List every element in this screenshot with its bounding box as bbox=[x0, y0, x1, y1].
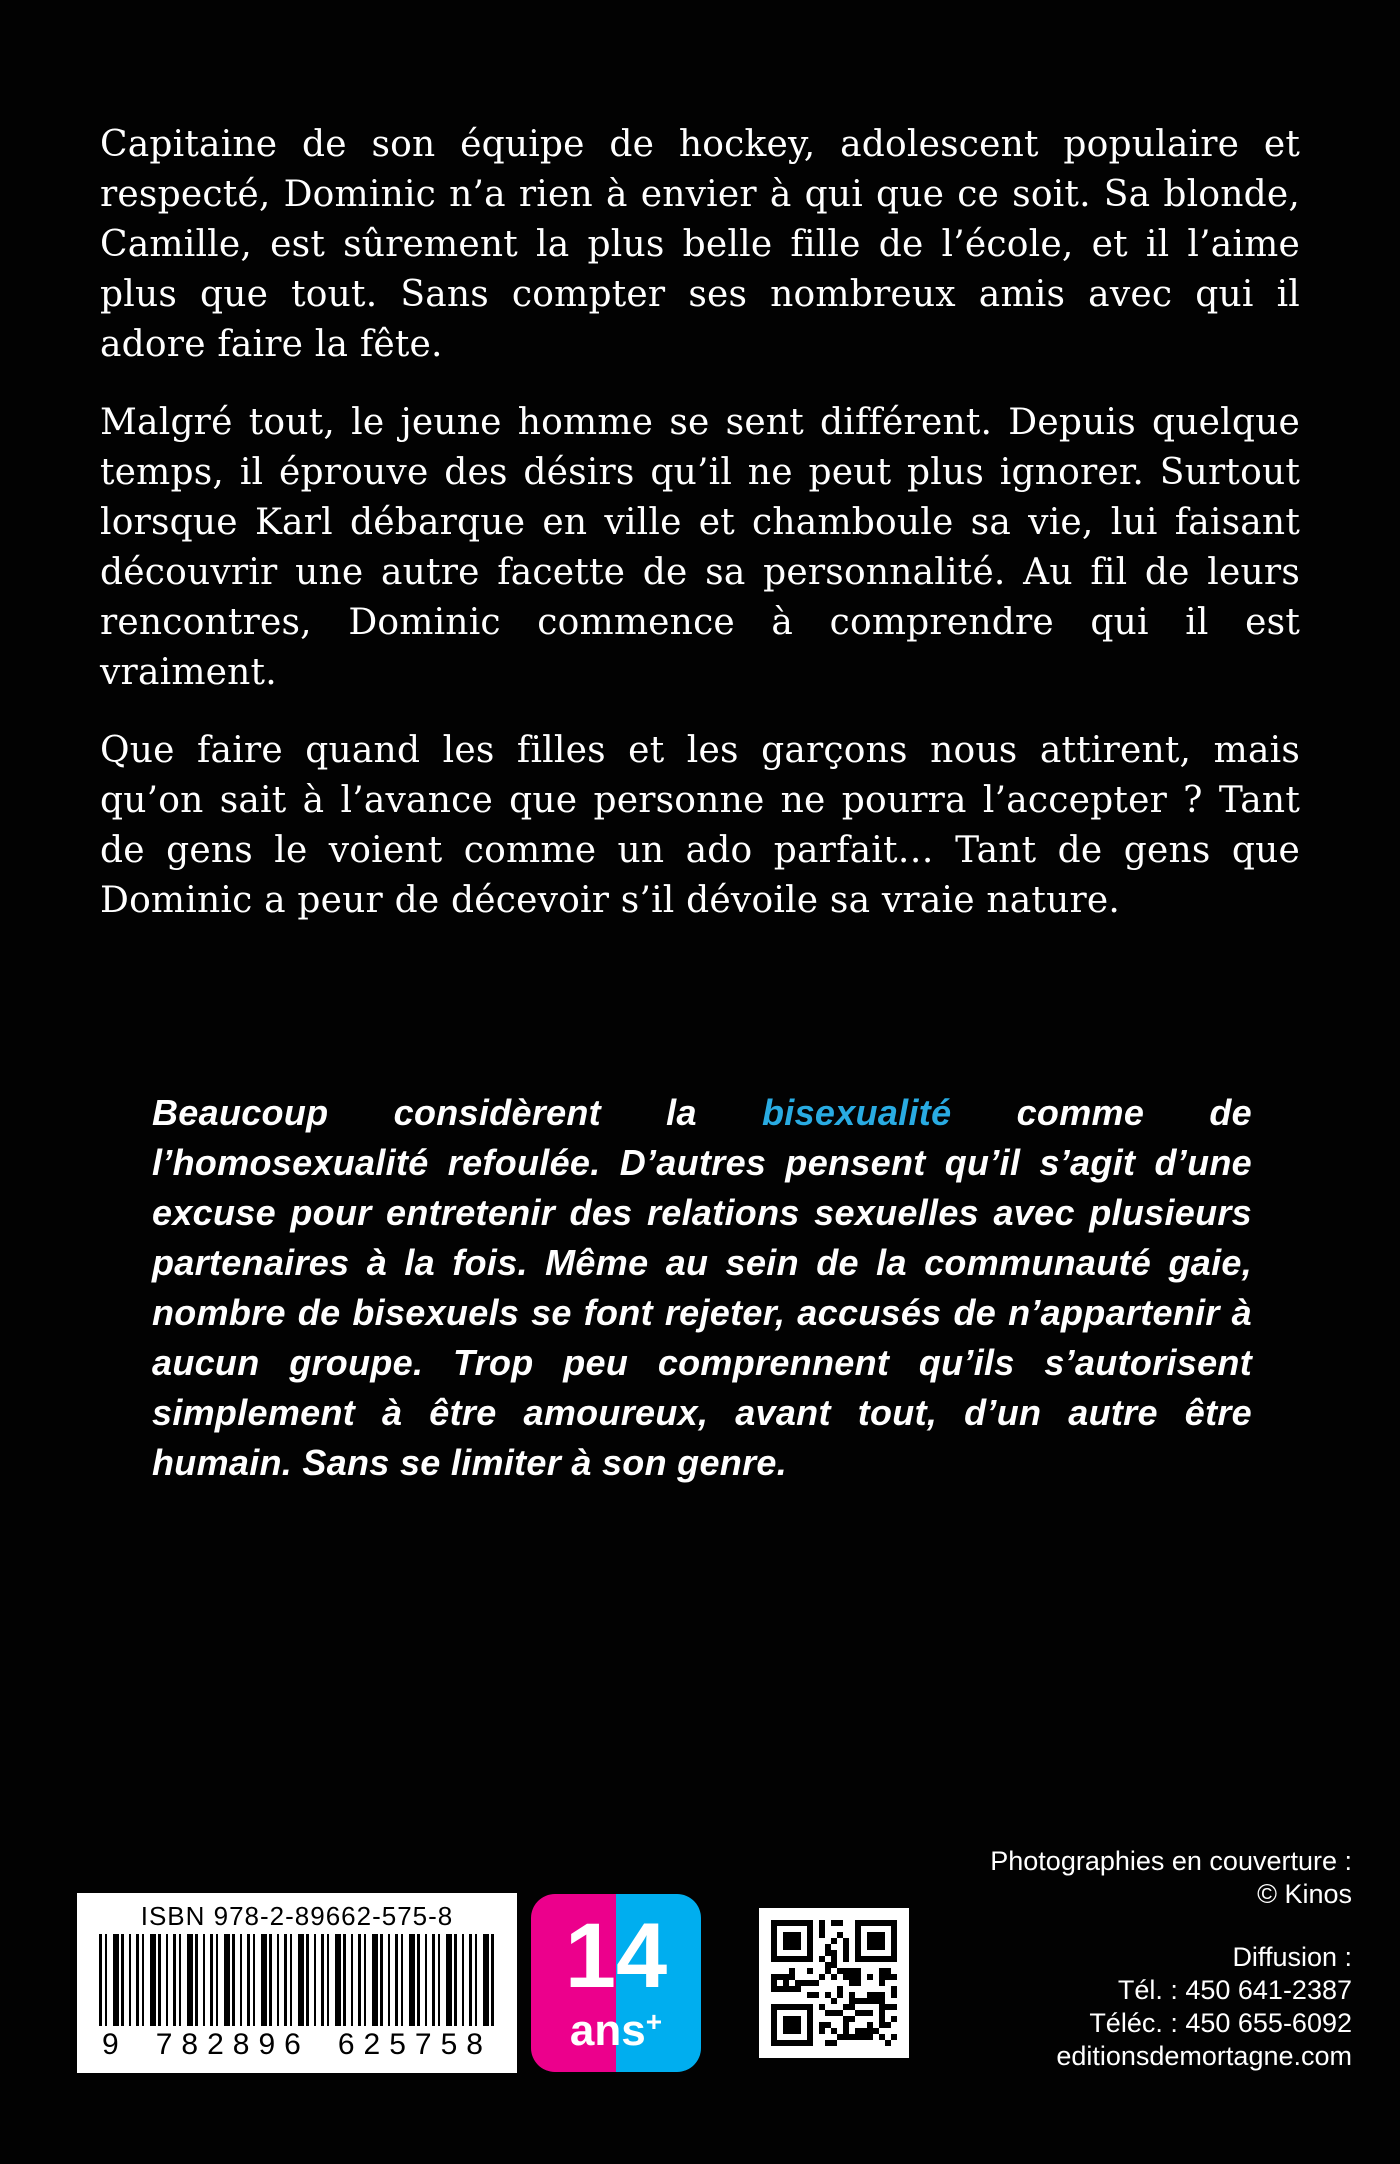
age-rating-unit: ans+ bbox=[569, 2005, 663, 2055]
isbn-label: ISBN 978-2-89662-575-8 bbox=[140, 1901, 454, 1931]
footer bbox=[77, 1845, 1352, 2073]
synopsis bbox=[100, 120, 1300, 954]
theme-text-after: comme de l’homosexualité refoulée. D’autres pensent qu’il s’agit d’une excuse pour entretenir des relations sexuelles avec plusieurs partenaires à la fois. Même au sein de la communauté gaie, nombre de bisexuels se font rejeter, accusés de n’appartenir à aucun groupe. Trop peu comprennent qu’ils s’autorisent simplement à être amoureux, avant tout, d’un autre être humain. Sans se limiter à son genre. bbox=[152, 1092, 1252, 1483]
footer-left-group bbox=[77, 1893, 909, 2073]
age-rating-number: 14 bbox=[564, 1904, 668, 2007]
barcode-digit-lead: 9 bbox=[102, 2028, 128, 2061]
diffusion-block bbox=[990, 1941, 1352, 2073]
barcode-bars-icon bbox=[99, 1934, 495, 2026]
theme-text-before: Beaucoup considèrent la bbox=[152, 1092, 763, 1133]
credits bbox=[990, 1845, 1352, 2073]
publisher-website: editionsdemortagne.com bbox=[1056, 2041, 1352, 2071]
theme-keyword: bisexualité bbox=[762, 1092, 952, 1133]
synopsis-paragraph-2: Malgré tout, le jeune homme se sent différent. Depuis quelque temps, il éprouve des désirs qu’il ne peut plus ignorer. Surtout lorsque Karl débarque en ville et chamboule sa vie, lui faisant découvrir une autre facette de sa personnalité. Au fil de leurs rencontres, Dominic commence à comprendre qui il est vraiment. bbox=[100, 402, 1300, 693]
theme-paragraph bbox=[152, 1088, 1252, 1488]
diffusion-fax: Téléc. : 450 655-6092 bbox=[1089, 2008, 1352, 2038]
barcode-digit-group1: 782896 bbox=[155, 2028, 310, 2061]
barcode-digit-group2: 625758 bbox=[337, 2028, 492, 2061]
diffusion-label: Diffusion : bbox=[1232, 1942, 1352, 1972]
age-rating-plus: + bbox=[645, 2005, 663, 2037]
photo-credit-line1: Photographies en couverture : bbox=[990, 1846, 1352, 1876]
photo-credit-line2: © Kinos bbox=[1257, 1879, 1352, 1909]
qr-code-grid bbox=[771, 1920, 897, 2046]
diffusion-phone: Tél. : 450 641-2387 bbox=[1117, 1975, 1352, 2005]
barcode-digits bbox=[88, 2026, 506, 2064]
synopsis-paragraph-3: Que faire quand les filles et les garçons nous attirent, mais qu’on sait à l’avance que personne ne pourra l’accepter ? Tant de gens le voient comme un ado parfait… Tant de gens que Dominic a peur de décevoir s’il dévoile sa vraie nature. bbox=[100, 730, 1300, 921]
synopsis-paragraph-1: Capitaine de son équipe de hockey, adolescent populaire et respecté, Dominic n’a rien à envier à qui que ce soit. Sa blonde, Camille, est sûrement la plus belle fille de l’école, et il l’aime plus que tout. Sans compter ses nombreux amis avec qui il adore faire la fête. bbox=[100, 124, 1300, 365]
age-rating-badge bbox=[531, 1894, 701, 2072]
qr-code bbox=[759, 1908, 909, 2058]
isbn-barcode bbox=[77, 1893, 517, 2073]
